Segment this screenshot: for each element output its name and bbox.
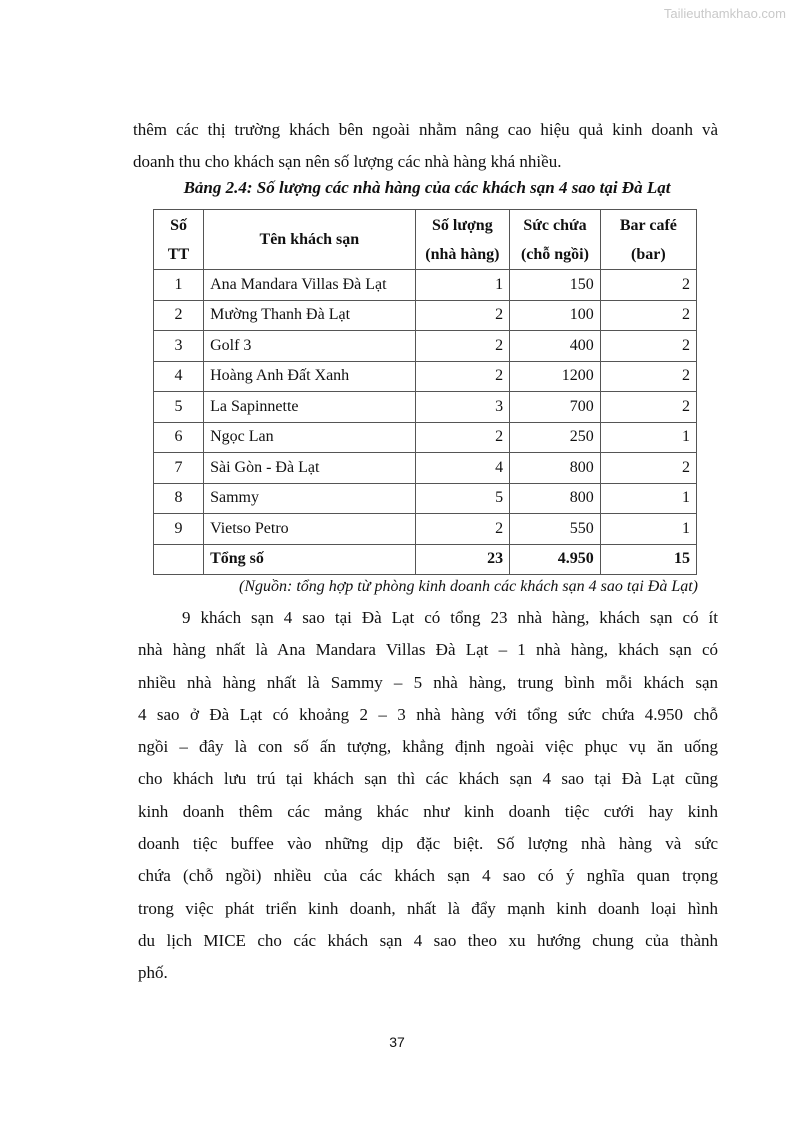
table-row — [154, 453, 697, 484]
page-number: 37 — [389, 1034, 405, 1050]
total-bars: 15 — [600, 544, 696, 575]
cell-capacity: 100 — [510, 300, 601, 331]
paragraph-line: trong việc phát triển kinh doanh, nhất là đẩy mạnh kinh doanh loại hình — [138, 898, 718, 918]
cell-bars: 2 — [600, 392, 696, 423]
cell-restaurants: 2 — [415, 422, 510, 453]
cell-hotel-name: Ngọc Lan — [204, 422, 415, 453]
cell-capacity: 800 — [510, 483, 601, 514]
table-row — [154, 422, 697, 453]
cell-restaurants: 2 — [415, 514, 510, 545]
cell-no-empty — [154, 544, 204, 575]
cell-bars: 2 — [600, 300, 696, 331]
watermark: Tailieuthamkhao.com — [663, 6, 786, 21]
table-total-row — [154, 544, 697, 575]
cell-hotel-name: Ana Mandara Villas Đà Lạt — [204, 270, 415, 301]
cell-bars: 2 — [600, 453, 696, 484]
cell-no: 8 — [154, 483, 204, 514]
paragraph-line: chứa (chỗ ngồi) nhiều của các khách sạn 4 sao có ý nghĩa quan trọng — [138, 866, 718, 886]
header-capacity: Sức chứa (chỗ ngồi) — [510, 210, 601, 270]
header-bar-cafe: Bar café (bar) — [600, 210, 696, 270]
cell-bars: 2 — [600, 270, 696, 301]
cell-capacity: 800 — [510, 453, 601, 484]
table-row — [154, 361, 697, 392]
cell-bars: 2 — [600, 331, 696, 362]
table-row — [154, 270, 697, 301]
cell-no: 6 — [154, 422, 204, 453]
cell-restaurants: 3 — [415, 392, 510, 423]
paragraph-line: 4 sao ở Đà Lạt có khoảng 2 – 3 nhà hàng với tổng sức chứa 4.950 chỗ — [138, 704, 718, 724]
cell-bars: 1 — [600, 483, 696, 514]
intro-paragraph — [133, 114, 718, 178]
cell-capacity: 550 — [510, 514, 601, 545]
cell-hotel-name: Golf 3 — [204, 331, 415, 362]
cell-capacity: 150 — [510, 270, 601, 301]
total-restaurants: 23 — [415, 544, 510, 575]
cell-restaurants: 2 — [415, 331, 510, 362]
cell-restaurants: 5 — [415, 483, 510, 514]
paragraph-line: cho khách lưu trú tại khách sạn thì các khách sạn 4 sao tại Đà Lạt cũng — [138, 769, 718, 789]
hotel-restaurant-table — [153, 209, 697, 575]
table-caption: Bảng 2.4: Số lượng các nhà hàng của các khách sạn 4 sao tại Đà Lạt — [183, 178, 671, 197]
paragraph-line: nhiều nhà hàng nhất là Sammy – 5 nhà hàng, trung bình mỗi khách sạn — [138, 672, 718, 692]
cell-capacity: 700 — [510, 392, 601, 423]
cell-restaurants: 1 — [415, 270, 510, 301]
table-row — [154, 483, 697, 514]
paragraph-line: phố. — [138, 963, 168, 983]
cell-no: 2 — [154, 300, 204, 331]
paragraph-line: nhà hàng nhất là Ana Mandara Villas Đà Lạt – 1 nhà hàng, khách sạn có — [138, 640, 718, 660]
table-row — [154, 331, 697, 362]
cell-no: 1 — [154, 270, 204, 301]
cell-capacity: 1200 — [510, 361, 601, 392]
total-capacity: 4.950 — [510, 544, 601, 575]
cell-hotel-name: Mường Thanh Đà Lạt — [204, 300, 415, 331]
cell-no: 4 — [154, 361, 204, 392]
table-header-row — [154, 210, 697, 270]
cell-no: 3 — [154, 331, 204, 362]
cell-capacity: 400 — [510, 331, 601, 362]
paragraph-line: doanh tiệc buffee vào những dịp đặc biệt. Số lượng nhà hàng và sức — [138, 834, 718, 854]
paragraph-line: ngồi – đây là con số ấn tượng, khẳng định ngoài việc phục vụ ăn uống — [138, 737, 718, 757]
cell-no: 5 — [154, 392, 204, 423]
analysis-paragraph — [138, 602, 718, 990]
header-hotel-name: Tên khách sạn — [204, 210, 415, 270]
cell-hotel-name: La Sapinnette — [204, 392, 415, 423]
cell-hotel-name: Hoàng Anh Đất Xanh — [204, 361, 415, 392]
intro-line: thêm các thị trường khách bên ngoài nhằm nâng cao hiệu quả kinh doanh và — [133, 120, 718, 139]
paragraph-line: du lịch MICE cho các khách sạn 4 sao theo xu hướng chung của thành — [138, 930, 718, 950]
cell-capacity: 250 — [510, 422, 601, 453]
cell-bars: 1 — [600, 514, 696, 545]
cell-restaurants: 4 — [415, 453, 510, 484]
cell-bars: 1 — [600, 422, 696, 453]
table-row — [154, 392, 697, 423]
cell-hotel-name: Sài Gòn - Đà Lạt — [204, 453, 415, 484]
cell-restaurants: 2 — [415, 300, 510, 331]
table-row — [154, 300, 697, 331]
table-source-note: (Nguồn: tổng hợp từ phòng kinh doanh các khách sạn 4 sao tại Đà Lạt) — [238, 578, 698, 595]
header-restaurant-count: Số lượng (nhà hàng) — [415, 210, 510, 270]
cell-hotel-name: Vietso Petro — [204, 514, 415, 545]
paragraph-line: kinh doanh thêm các mảng khác như kinh doanh tiệc cưới hay kinh — [138, 801, 718, 821]
cell-no: 7 — [154, 453, 204, 484]
table-row — [154, 514, 697, 545]
paragraph-line: 9 khách sạn 4 sao tại Đà Lạt có tổng 23 nhà hàng, khách sạn có ít — [182, 608, 718, 627]
cell-restaurants: 2 — [415, 361, 510, 392]
cell-bars: 2 — [600, 361, 696, 392]
cell-no: 9 — [154, 514, 204, 545]
total-label: Tổng số — [204, 544, 415, 575]
header-no: Số TT — [154, 210, 204, 270]
cell-hotel-name: Sammy — [204, 483, 415, 514]
intro-line: doanh thu cho khách sạn nên số lượng các nhà hàng khá nhiều. — [133, 152, 562, 171]
